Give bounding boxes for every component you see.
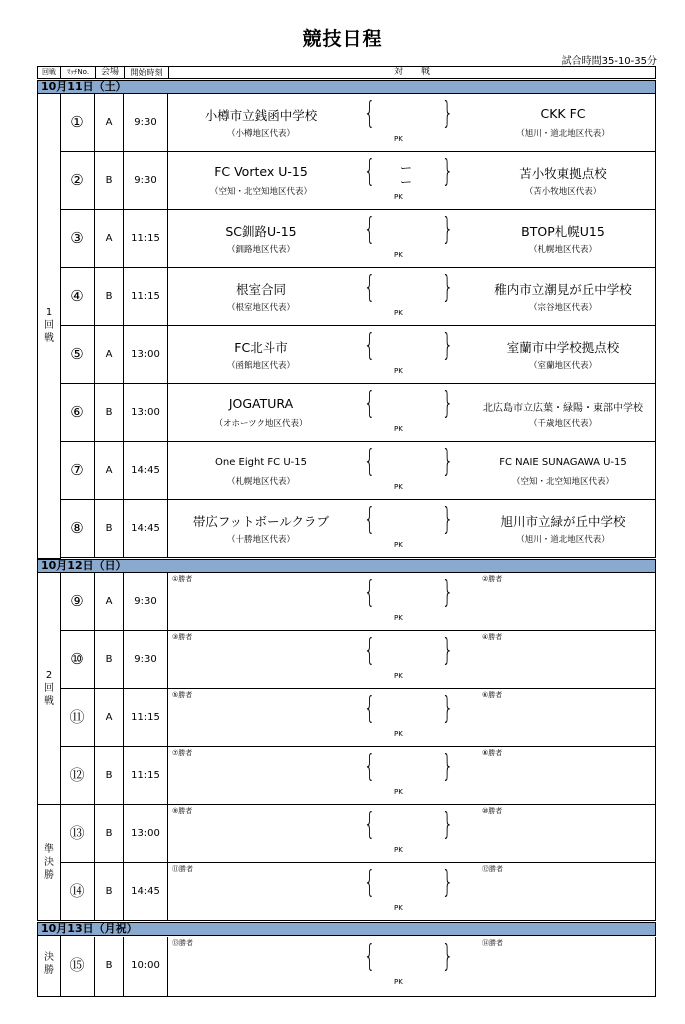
start-time: 9:30 [124,152,168,209]
start-time: 13:00 [124,384,168,441]
team-district: （苫小牧地区代表） [524,187,602,197]
match-duration-note: 試合時間35-10-35分 [561,56,657,67]
venue: A [95,442,124,499]
match-row [60,268,656,326]
pk-label: PK [394,672,403,680]
left-brace-icon: { [363,939,376,974]
team-right [470,384,656,441]
round-label: 1 回 戦 [44,307,54,344]
venue: B [95,805,124,862]
team-left [168,384,354,441]
venue: A [95,210,124,267]
pk-label: PK [394,251,403,259]
venue: A [95,689,124,746]
match-number: ① [60,94,95,151]
team-right [470,152,656,209]
winner-label-right: ⑩勝者 [482,807,503,815]
pk-label: PK [394,846,403,854]
left-brace-icon: { [363,575,376,610]
team-district: （空知・北空知地区代表） [209,187,312,197]
team-left [168,152,354,209]
round-1-cell [37,94,61,559]
team-name: 旭川市立緑が丘中学校 [500,514,626,529]
team-right [470,268,656,325]
final-cell [37,936,61,997]
team-district: （旭川・道北地区代表） [516,129,610,139]
match-number: ⑤ [60,326,95,383]
left-brace-icon: { [363,154,376,189]
pk-label: PK [394,904,403,912]
team-name: BTOP札幌U15 [521,224,605,239]
team-left [168,210,354,267]
right-brace-icon: } [441,691,454,726]
day-header-2 [37,559,656,573]
pk-label: PK [394,367,403,375]
left-brace-icon: { [363,633,376,668]
match-number: ⑦ [60,442,95,499]
start-time: 9:30 [124,94,168,151]
venue: B [95,152,124,209]
right-brace-icon: } [441,575,454,610]
match-row [60,747,656,805]
day-label: 10月12日（日） [41,559,127,572]
winner-label-left: ⑪勝者 [172,865,193,873]
right-brace-icon: } [441,96,454,131]
match-number: ⑬ [60,805,95,862]
score-right: ー [400,175,413,189]
right-brace-icon: } [441,386,454,421]
venue: B [95,631,124,688]
winner-label-right: ⑭勝者 [482,939,503,947]
left-brace-icon: { [363,386,376,421]
winner-label-left: ⑤勝者 [172,691,193,699]
pk-label: PK [394,788,403,796]
match-number: ⑩ [60,631,95,688]
team-left [168,500,354,557]
match-row [60,573,656,631]
table-header [37,66,656,79]
right-brace-icon: } [441,633,454,668]
left-brace-icon: { [363,749,376,784]
pk-label: PK [394,730,403,738]
right-brace-icon: } [441,749,454,784]
right-brace-icon: } [441,444,454,479]
winner-label-right: ⑧勝者 [482,749,503,757]
header-venue: 会場 [96,67,125,78]
venue: B [95,747,124,804]
pk-label: PK [394,978,403,986]
team-district: （札幌地区代表） [226,477,295,487]
pk-label: PK [394,425,403,433]
score-left: ー [400,161,413,175]
match-number: ⑧ [60,500,95,557]
left-brace-icon: { [363,328,376,363]
match-number: ④ [60,268,95,325]
pk-label: PK [394,135,403,143]
left-brace-icon: { [363,212,376,247]
start-time: 13:00 [124,326,168,383]
pk-label: PK [394,483,403,491]
winner-label-left: ⑬勝者 [172,939,193,947]
team-left [168,326,354,383]
start-time: 14:45 [124,442,168,499]
team-right [470,94,656,151]
pk-label: PK [394,193,403,201]
team-name: FC NAIE SUNAGAWA U-15 [499,457,627,468]
team-right [470,442,656,499]
team-name: SC釧路U-15 [225,224,297,239]
team-district: （室蘭地区代表） [528,361,597,371]
left-brace-icon: { [363,270,376,305]
pk-label: PK [394,309,403,317]
venue: A [95,573,124,630]
winner-label-left: ①勝者 [172,575,193,583]
team-district: （オホーツク地区代表） [214,419,308,429]
match-row [60,384,656,442]
team-name: 稚内市立潮見が丘中学校 [494,282,632,297]
right-brace-icon: } [441,154,454,189]
right-brace-icon: } [441,939,454,974]
match-row [60,863,656,921]
match-number: ⑫ [60,747,95,804]
team-district: （札幌地区代表） [528,245,597,255]
match-number: ③ [60,210,95,267]
winner-label-right: ④勝者 [482,633,503,641]
start-time: 10:00 [124,937,168,996]
team-name: FC北斗市 [234,340,288,355]
winner-label-right: ⑥勝者 [482,691,503,699]
match-row [60,500,656,558]
match-row [60,631,656,689]
pk-label: PK [394,614,403,622]
match-row [60,94,656,152]
venue: B [95,384,124,441]
team-district: （十勝地区代表） [226,535,295,545]
page-title: 競技日程 [302,28,383,50]
team-right [470,326,656,383]
semifinal-cell [37,805,61,921]
day-header-3 [37,922,656,936]
match-row [60,805,656,863]
start-time: 11:15 [124,747,168,804]
header-start-time: 開始時刻 [125,67,169,78]
match-number: ⑪ [60,689,95,746]
venue: A [95,94,124,151]
header-match-no: ﾏｯﾁNo. [61,67,96,78]
start-time: 11:15 [124,268,168,325]
match-row [60,442,656,500]
team-district: （空知・北空知地区代表） [511,477,614,487]
round-label: 2 回 戦 [44,670,54,707]
team-name: CKK FC [540,106,586,121]
start-time: 9:30 [124,631,168,688]
start-time: 9:30 [124,573,168,630]
right-brace-icon: } [441,270,454,305]
venue: B [95,500,124,557]
header-round: 回戦 [38,67,61,78]
venue: B [95,937,124,996]
match-row [60,152,656,210]
winner-label-left: ⑦勝者 [172,749,193,757]
team-name: 小樽市立銭函中学校 [204,108,318,123]
left-brace-icon: { [363,502,376,537]
header-match: 対 戦 [393,67,430,77]
venue: B [95,268,124,325]
match-row [60,689,656,747]
team-district: （函館地区代表） [226,361,295,371]
team-name: One Eight FC U-15 [215,457,307,468]
match-row [60,937,656,997]
team-district: （根室地区代表） [226,303,295,313]
venue: B [95,863,124,920]
team-right [470,210,656,267]
match-number: ⑨ [60,573,95,630]
match-row [60,326,656,384]
team-name: 帯広フットボールクラブ [192,514,330,529]
left-brace-icon: { [363,865,376,900]
team-district: （宗谷地区代表） [528,303,597,313]
team-district: （小樽地区代表） [226,129,295,139]
right-brace-icon: } [441,502,454,537]
start-time: 13:00 [124,805,168,862]
start-time: 14:45 [124,863,168,920]
match-row [60,210,656,268]
day-label: 10月11日（土） [41,80,127,93]
team-name: FC Vortex U-15 [214,164,308,179]
team-district: （旭川・道北地区代表） [516,535,610,545]
day-header-1 [37,80,656,94]
match-number: ⑥ [60,384,95,441]
team-name: 根室合同 [235,282,286,297]
team-district: （釧路地区代表） [226,245,295,255]
left-brace-icon: { [363,691,376,726]
round-label: 準 決 勝 [44,844,54,881]
day-label: 10月13日（月祝） [41,922,138,935]
left-brace-icon: { [363,96,376,131]
team-name: 苫小牧東拠点校 [519,166,607,181]
winner-label-left: ⑨勝者 [172,807,193,815]
start-time: 11:15 [124,689,168,746]
winner-label-right: ②勝者 [482,575,503,583]
venue: A [95,326,124,383]
pk-label: PK [394,541,403,549]
start-time: 11:15 [124,210,168,267]
team-name: JOGATURA [228,396,294,411]
round-label: 決 勝 [44,952,54,976]
team-name: 北広島市立広葉・緑陽・東部中学校 [483,403,643,414]
right-brace-icon: } [441,807,454,842]
left-brace-icon: { [363,807,376,842]
winner-label-right: ⑫勝者 [482,865,503,873]
winner-label-left: ③勝者 [172,633,193,641]
team-left [168,94,354,151]
team-district: （千歳地区代表） [528,419,597,429]
right-brace-icon: } [441,865,454,900]
team-left [168,442,354,499]
right-brace-icon: } [441,212,454,247]
start-time: 14:45 [124,500,168,557]
team-left [168,268,354,325]
match-number: ⑭ [60,863,95,920]
left-brace-icon: { [363,444,376,479]
round-2-cell [37,573,61,805]
team-name: 室蘭市中学校拠点校 [506,340,620,355]
team-right [470,500,656,557]
match-number: ② [60,152,95,209]
right-brace-icon: } [441,328,454,363]
match-number: ⑮ [60,937,95,996]
